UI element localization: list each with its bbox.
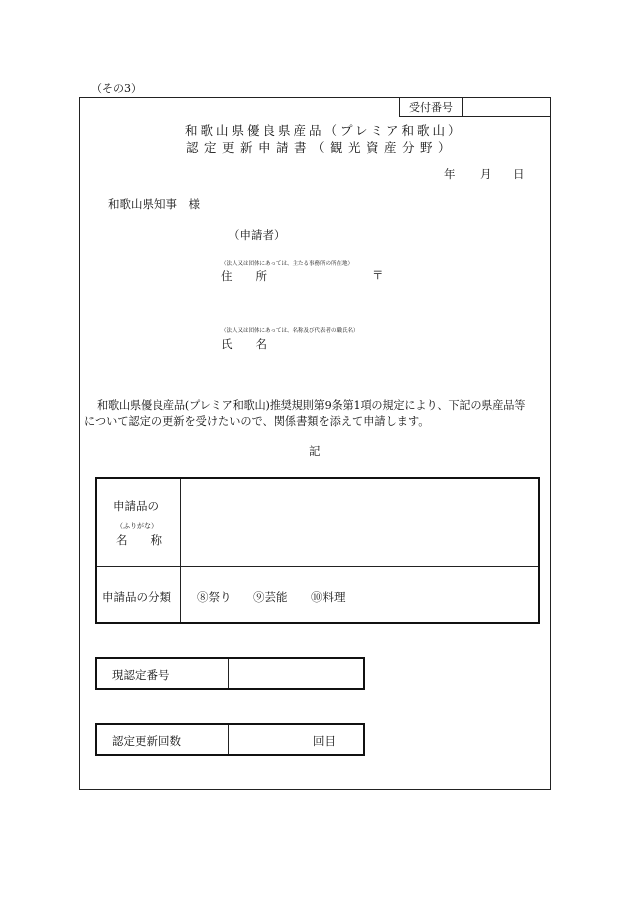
product-name-label: 申請品の bbox=[113, 499, 159, 513]
receipt-number-field[interactable] bbox=[463, 98, 550, 116]
name-note: （法人又は団体にあっては、名称及び代表者の職氏名） bbox=[221, 328, 359, 334]
receipt-number-box bbox=[399, 97, 551, 117]
postal-mark: 〒 bbox=[372, 268, 384, 282]
category-geino[interactable]: ⑨芸能 bbox=[253, 590, 288, 604]
date-year: 年 bbox=[444, 167, 456, 181]
title-line-1: 和歌山県優良県産品（プレミア和歌山） bbox=[185, 123, 464, 138]
product-name-field[interactable] bbox=[183, 481, 537, 563]
addressee: 和歌山県知事 様 bbox=[108, 197, 200, 211]
form-number: （その3） bbox=[91, 82, 142, 95]
category-ryori[interactable]: ⑩料理 bbox=[311, 590, 346, 604]
application-table bbox=[95, 477, 540, 624]
category-matsuri[interactable]: ⑧祭り bbox=[197, 590, 232, 604]
address-note: （法人又は団体にあっては、主たる事務所の所在地） bbox=[221, 261, 353, 267]
renewal-count-box bbox=[95, 723, 365, 756]
furigana-label: （ふりがな） bbox=[116, 522, 158, 530]
current-cert-box bbox=[95, 657, 365, 690]
statement-line-2: について認定の更新を受けたいので、関係書類を添えて申請します。 bbox=[84, 415, 430, 428]
current-cert-label: 現認定番号 bbox=[112, 668, 170, 682]
product-name-title: 名 称 bbox=[116, 533, 162, 547]
applicant-label: （申請者） bbox=[228, 228, 286, 242]
date-day: 日 bbox=[513, 167, 525, 181]
renewal-count-label: 認定更新回数 bbox=[112, 734, 181, 748]
statement-line-1: 和歌山県優良産品(プレミア和歌山)推奨規則第9条第1項の規定により、下記の県産品等 bbox=[97, 399, 526, 412]
receipt-number-label: 受付番号 bbox=[400, 98, 463, 116]
name-label: 氏 名 bbox=[221, 337, 267, 351]
ki-mark: 記 bbox=[309, 444, 321, 458]
date-month: 月 bbox=[480, 167, 492, 181]
current-cert-field[interactable] bbox=[231, 661, 361, 687]
renewal-count-unit: 回目 bbox=[313, 734, 336, 748]
renewal-count-field[interactable] bbox=[231, 727, 311, 753]
category-label: 申請品の分類 bbox=[102, 590, 171, 604]
title-line-2: 認定更新申請書（観光資産分野） bbox=[186, 140, 457, 155]
address-label: 住 所 bbox=[221, 269, 267, 283]
